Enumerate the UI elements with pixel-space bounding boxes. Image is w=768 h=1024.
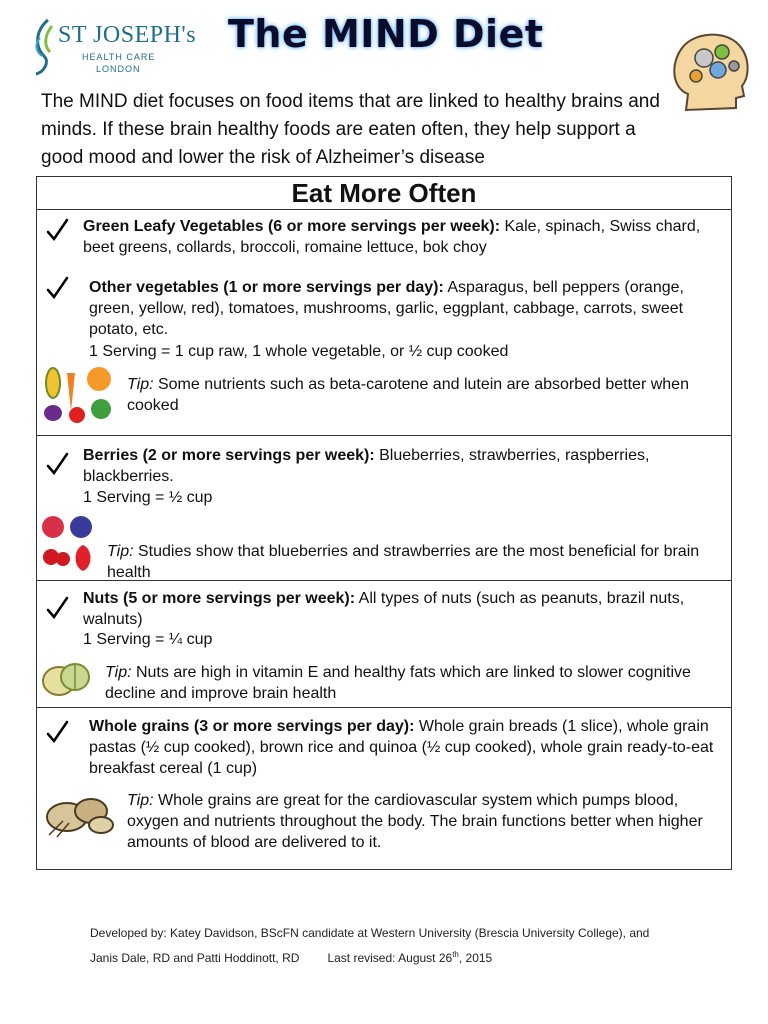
divider <box>37 580 731 581</box>
serving-size: 1 Serving = ½ cup <box>83 489 213 506</box>
footer-credits <box>90 922 649 969</box>
section-other-vegetables: Other vegetables (1 or more servings per day): Asparagus, bell peppers (orange, green, yellow, red), tomatoes, mushrooms, garlic, eggplant, cabbage, carrots, sweet potato, etc. <box>89 279 684 338</box>
berries-icon <box>39 513 99 573</box>
checkmark-icon <box>45 719 71 745</box>
vegetables-icon <box>41 363 117 427</box>
divider <box>37 209 731 210</box>
checkmark-icon <box>45 275 71 301</box>
section-label: Green Leafy Vegetables (6 or more servings per week): <box>83 218 501 235</box>
logo-swirl-icon <box>30 16 60 76</box>
whole-grains-icon <box>43 791 117 839</box>
eat-more-often-box <box>36 176 732 870</box>
serving-size: 1 Serving = 1 cup raw, 1 whole vegetable, or ½ cup cooked <box>89 343 509 360</box>
footer-line2: Janis Dale, RD and Patti Hoddinott, RD Last revised: August 26th, 2015 <box>90 950 493 965</box>
section-label: Other vegetables (1 or more servings per day): <box>89 279 444 296</box>
section-berries: Berries (2 or more servings per week): Blueberries, strawberries, raspberries, blackberries. <box>83 447 650 485</box>
tip-whole-grains: Tip: Whole grains are great for the cardiovascular system which pumps blood, oxygen and nutrients throughout the body. The brain functions better when higher amounts of blood are delivered to it. <box>127 792 703 851</box>
section-label: Whole grains (3 or more servings per day): <box>89 718 415 735</box>
intro-paragraph: The MIND diet focuses on food items that are linked to healthy brains and minds. If these brain healthy foods are eaten often, they help support a good mood and lower the risk of Alzheimer’s disease <box>41 91 660 168</box>
nuts-icon <box>41 657 93 701</box>
checkmark-icon <box>45 451 71 477</box>
st-josephs-logo <box>30 16 197 78</box>
logo-name: ST JOSEPH's <box>58 22 197 48</box>
box-heading: Eat More Often <box>291 178 477 208</box>
section-label: Nuts (5 or more servings per week): <box>83 590 356 607</box>
tip-nuts: Tip: Nuts are high in vitamin E and healthy fats which are linked to slower cognitive decline and improve brain health <box>105 664 691 702</box>
page-title: The MIND Diet <box>228 12 544 56</box>
footer-line1: Developed by: Katey Davidson, BScFN candidate at Western University (Brescia University College), and <box>90 926 650 940</box>
section-label: Berries (2 or more servings per week): <box>83 447 375 464</box>
serving-size: 1 Serving = ¼ cup <box>83 631 213 648</box>
divider <box>37 435 731 436</box>
divider <box>37 707 731 708</box>
tip-berries: Tip: Studies show that blueberries and strawberries are the most beneficial for brain health <box>107 543 700 581</box>
section-leafy-greens: Green Leafy Vegetables (6 or more servings per week): Kale, spinach, Swiss chard, beet greens, collards, broccoli, romaine lettuce, bok choy <box>83 218 701 256</box>
checkmark-icon <box>45 217 71 243</box>
checkmark-icon <box>45 595 71 621</box>
last-revised: Last revised: August 26th, 2015 <box>327 950 493 965</box>
logo-line1: HEALTH CARE <box>82 52 156 62</box>
logo-line2: LONDON <box>96 64 141 74</box>
section-nuts: Nuts (5 or more servings per week): All types of nuts (such as peanuts, brazil nuts, walnuts) <box>83 590 685 628</box>
tip-vegetables: Tip: Some nutrients such as beta-carotene and lutein are absorbed better when cooked <box>127 376 689 414</box>
section-whole-grains: Whole grains (3 or more servings per day): Whole grain breads (1 slice), whole grain pastas (½ cup cooked), brown rice and quinoa (½ cup cooked), whole grain ready-to-eat breakfast cereal (1 cup) <box>89 718 714 777</box>
